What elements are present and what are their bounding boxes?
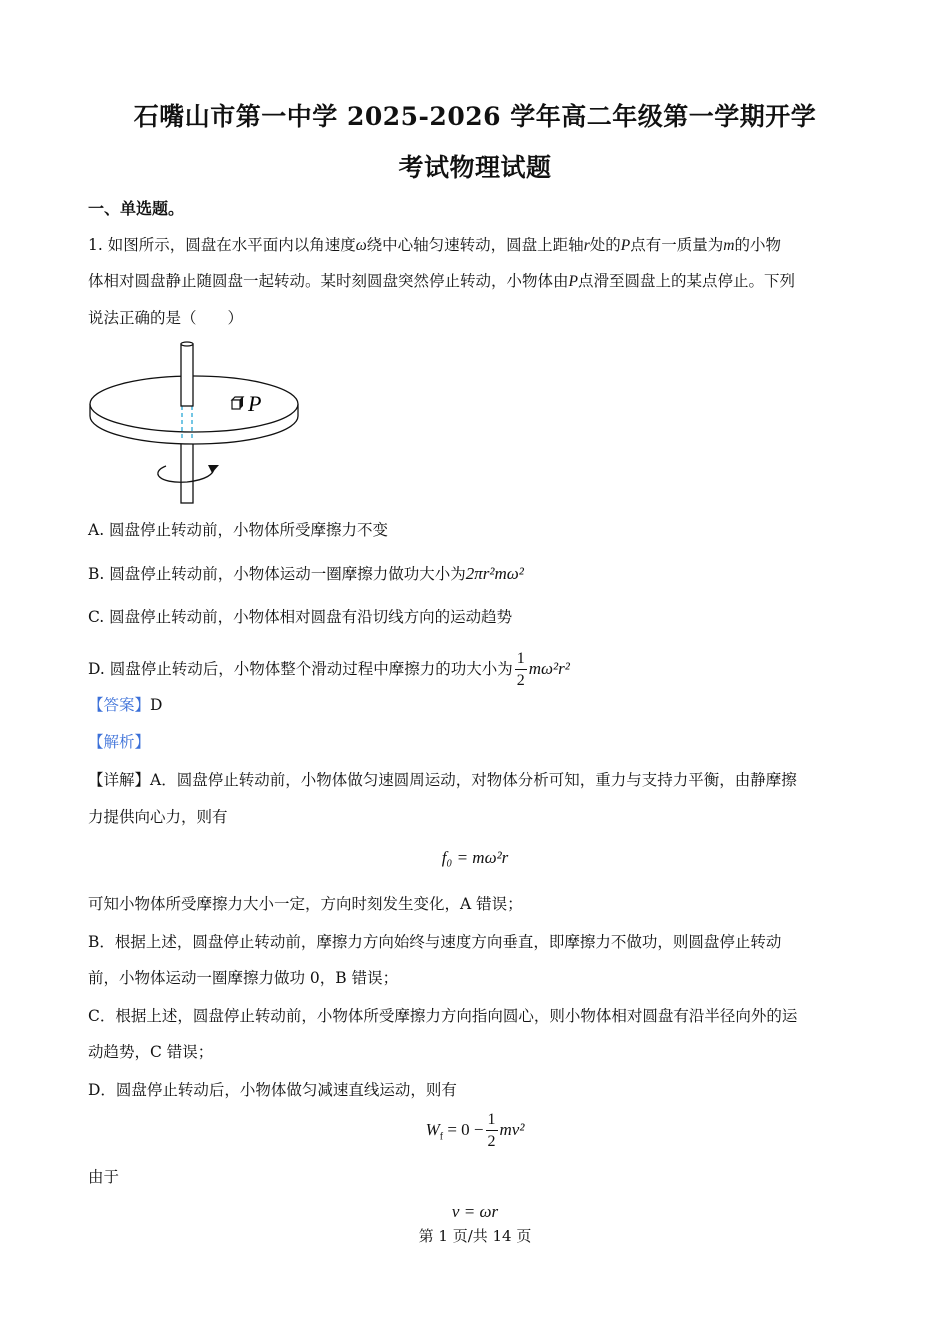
option-c: C. 圆盘停止转动前，小物体相对圆盘有沿切线方向的运动趋势 — [88, 608, 513, 626]
detail-line-7: 动趋势，C 错误； — [88, 1043, 214, 1061]
omega-symbol: ω — [355, 237, 367, 254]
detail-line-1: 【详解】A．圆盘停止转动前，小物体做匀速圆周运动，对物体分析可知，重力与支持力平衡，由静摩擦 — [88, 771, 797, 789]
section-heading: 一、单选题。 — [88, 199, 185, 218]
analysis-heading: 【解析】 — [88, 733, 151, 751]
label-p: P — [248, 391, 262, 416]
equation-1: f₀ = mω²r — [441, 848, 509, 867]
option-d: D. 圆盘停止转动后，小物体整个滑动过程中摩擦力的功大小为 $\frac{1}{2}$ mω²r² — [88, 650, 570, 689]
detail-line-3: 可知小物体所受摩擦力大小一定，方向时刻发生变化，A 错误； — [88, 895, 523, 913]
question-line-2: 体相对圆盘静止随圆盘一起转动。某时刻圆盘突然停止转动，小物体由P点滑至圆盘上的某点停止。下列 — [88, 272, 795, 290]
axis-top-cap — [181, 342, 193, 346]
block-p — [232, 397, 243, 409]
page-title-line2: 考试物理试题 — [398, 153, 552, 182]
option-a: A. 圆盘停止转动前，小物体所受摩擦力不变 — [88, 521, 389, 539]
option-b: B. 圆盘停止转动前，小物体运动一圈摩擦力做功大小为2πr²mω² — [88, 564, 524, 583]
answer-line: 【答案】D — [88, 696, 163, 714]
detail-line-6: C．根据上述，圆盘停止转动前，小物体所受摩擦力方向指向圆心，则小物体相对圆盘有沿半径向外的运 — [88, 1007, 798, 1025]
disk-top — [90, 376, 298, 432]
detail-line-2: 力提供向心力，则有 — [88, 808, 228, 826]
detail-line-4: B．根据上述，圆盘停止转动前，摩擦力方向始终与速度方向垂直，即摩擦力不做功，则圆盘停止转动 — [88, 933, 782, 951]
axis-upper — [181, 344, 193, 406]
disk-figure — [88, 338, 308, 508]
question-line-3: 说法正确的是（ ） — [88, 309, 244, 327]
detail-line-5: 前，小物体运动一圈摩擦力做功 0，B 错误； — [88, 969, 399, 987]
question-line-1: 1. 如图所示，圆盘在水平面内以角速度ω绕中心轴匀速转动，圆盘上距轴r处的P点有一质量为m的小物 — [88, 236, 781, 254]
equation-3: v = ωr — [451, 1202, 499, 1221]
detail-line-9: 由于 — [88, 1168, 120, 1186]
page-footer: 第 1 页/共 14 页 — [418, 1227, 532, 1245]
detail-line-8: D．圆盘停止转动后，小物体做匀减速直线运动，则有 — [88, 1081, 457, 1099]
equation-2: $W_f = 0$ − $\frac{1}{2}$ mv² — [425, 1111, 525, 1150]
page-title-line1: 石嘴山市第一中学 2025-2026 学年高二年级第一学期开学 — [133, 102, 817, 131]
